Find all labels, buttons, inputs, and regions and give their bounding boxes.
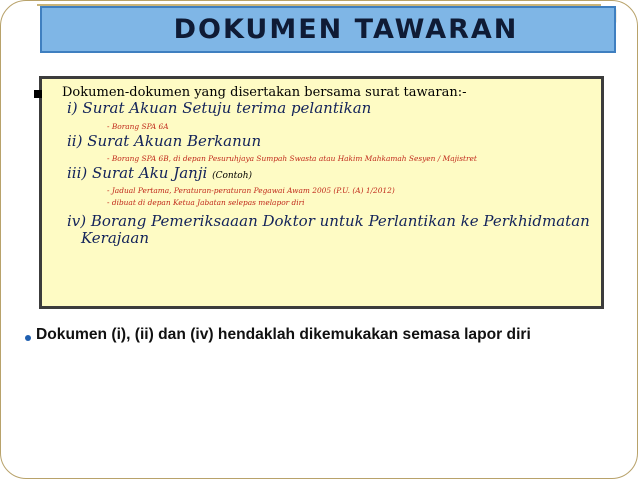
list-item-3-note: (Contoh) bbox=[212, 171, 253, 181]
list-item-3-sub-1: - Jadual Pertama, Peraturan-peraturan Pegawai Awam 2005 (P.U. (A) 1/2012) bbox=[107, 186, 395, 195]
slide-title: DOKUMEN TAWARAN bbox=[173, 14, 519, 45]
title-banner bbox=[40, 6, 616, 53]
list-item-2: ii) Surat Akuan Berkanun bbox=[67, 132, 262, 150]
footer-note: Dokumen (i), (ii) dan (iv) hendaklah dikemukakan semasa lapor diri bbox=[36, 326, 531, 343]
list-item-1-sub-1: - Borang SPA 6A bbox=[107, 122, 169, 131]
list-item-3 bbox=[67, 164, 252, 182]
intro-text: Dokumen-dokumen yang disertakan bersama surat tawaran:- bbox=[62, 85, 467, 100]
footer-bullet-icon bbox=[25, 335, 31, 341]
list-item-3-sub-2: - dibuat di depan Ketua Jabatan selepas melapor diri bbox=[107, 198, 305, 207]
list-item-4 bbox=[67, 213, 592, 247]
list-item-4-line-1: iv) Borang Pemeriksaaan Doktor untuk Perlantikan ke Perkhidmatan bbox=[67, 212, 590, 230]
list-item-2-sub-1: - Borang SPA 6B, di depan Pesuruhjaya Sumpah Swasta atau Hakim Mahkamah Sesyen / Majistret bbox=[107, 154, 477, 163]
list-item-3-label: iii) Surat Aku Janji bbox=[67, 164, 208, 182]
list-item-4-line-2: Kerajaan bbox=[81, 229, 149, 247]
list-item-1: i) Surat Akuan Setuju terima pelantikan bbox=[67, 99, 372, 117]
square-bullet-icon bbox=[34, 90, 42, 98]
